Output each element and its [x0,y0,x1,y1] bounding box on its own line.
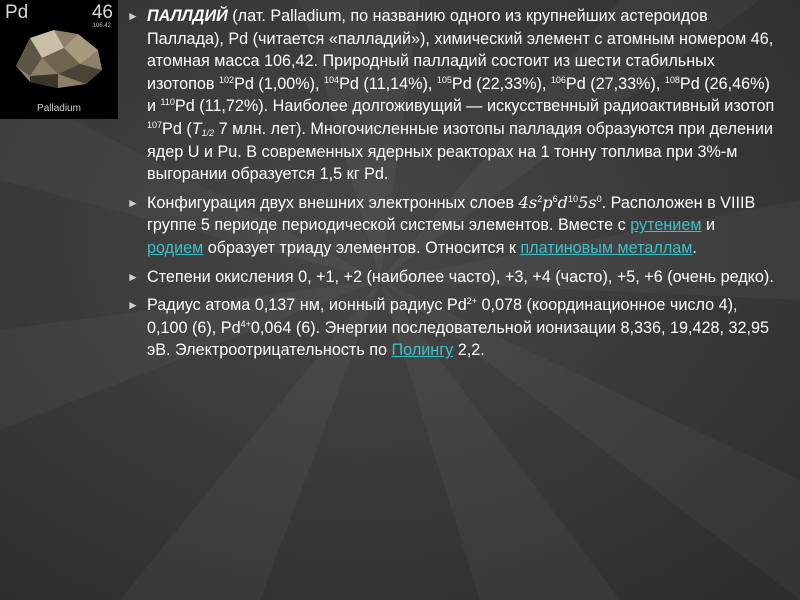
link-rhodium[interactable]: родием [147,238,204,257]
bullet-icon: ► [127,298,139,313]
bullet-icon: ► [127,269,139,284]
paragraph-configuration: ► Конфигурация двух внешних электронных слоев $4s^2p^6d^{10}5s^0$. Расположен в VIIIB группе 5 периоде периодической системы элементов. Вместе с рутением и родием образует триаду элементов. Относится к платиновым металлам. [127,192,756,257]
element-symbol: Pd [5,2,29,23]
link-pauling[interactable]: Полингу [391,341,454,360]
atomic-number: 46 [91,2,113,23]
element-title: ПАЛЛ​ДИЙ [147,7,228,25]
bullet-icon: ► [127,9,139,23]
element-name: Palladium [37,103,81,114]
slide-content [125,5,775,368]
link-platinum-metals[interactable]: платиновым металлам [520,238,693,257]
link-ruthenium[interactable]: рутением [630,216,702,235]
paragraph-overview: ► ПАЛЛ​ДИЙ (лат. Palladium, по названию одного из крупнейших астероидов Паллада), Pd (читается «палладий»), химический элемент с атомным номером 46, атомная масса 106,42. Природный палладий состоит из шести стабильных изотопов $^{102}$Pd (1,00%), $^{104}$Pd (11,14%), $^{105}$Pd (22,33%), $^{106}$Pd (27,33%), $^{108}$Pd (26,46%) и $^{110}$Pd (11,72%). Наиболее долгоживущий — искусственный радиоактивный изотоп $^{107}$Pd ($T_{1/2}$ 7 млн. лет). Многочисленные изотопы палладия образуются при делении ядер U и Pu. В современных ядерных реакторах на 1 тонну топлива при 3%-м выгорании образуется 1,5 кг Pd. [127,7,775,184]
element-card [0,0,118,119]
palladium-sample-icon [8,24,110,92]
atomic-mass: 106.42 [92,23,111,29]
bullet-icon: ► [127,195,139,210]
paragraph-oxidation: ► Степени окисления 0, +1, +2 (наиболее часто), +3, +4 (часто), +5, +6 (очень редко). [125,266,775,289]
paragraph-radius: ► Радиус атома 0,137 нм, ионный радиус $Pd^{2+}$ 0,078 (координационное число 4), 0,100 (6), $Pd^{4+}0,064$ (6). Энергии последовательной ионизации 8,336, 19,428, 32,95 эВ. Электроотрицательность по Полингу 2,2. [127,296,770,360]
